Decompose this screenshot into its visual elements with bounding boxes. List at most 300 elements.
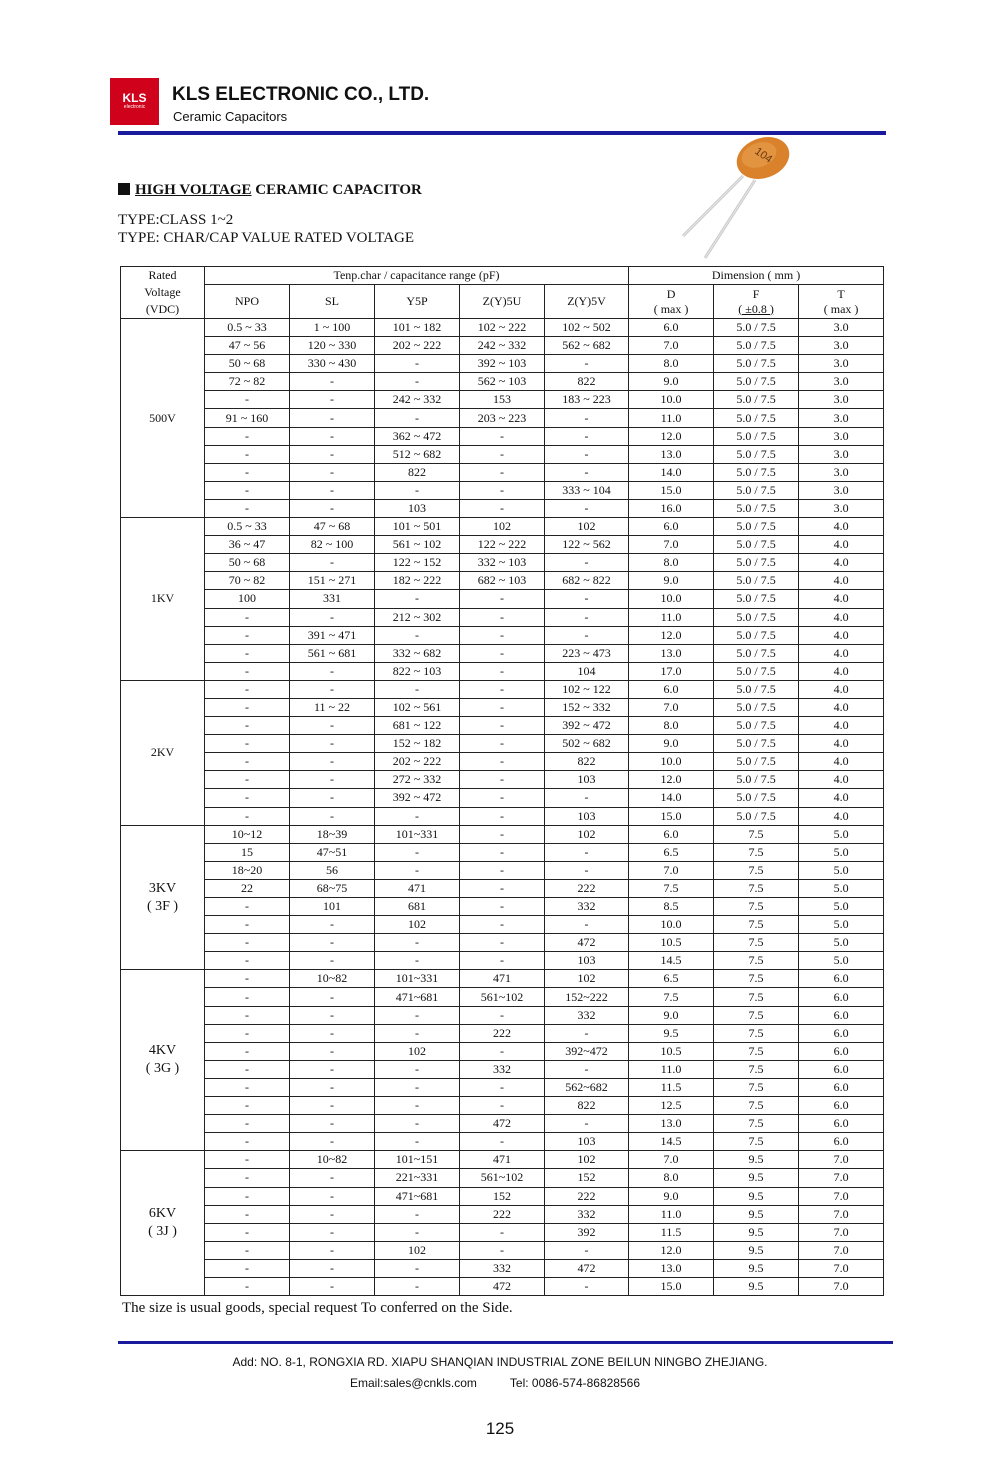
table-cell: - (545, 409, 629, 427)
table-cell: 3.0 (799, 373, 884, 391)
voltage-value: 1KV (150, 591, 175, 606)
table-cell: - (290, 1006, 375, 1024)
table-cell: 3.0 (799, 427, 884, 445)
table-cell: 7.5 (714, 1097, 799, 1115)
table-cell: 6.0 (629, 319, 714, 337)
table-cell: 10~12 (205, 825, 290, 843)
table-cell: 822 ~ 103 (375, 662, 460, 680)
table-cell: - (205, 735, 290, 753)
table-cell: 0.5 ~ 33 (205, 518, 290, 536)
table-row (121, 771, 884, 789)
table-cell: - (290, 409, 375, 427)
table-cell: 11.0 (629, 608, 714, 626)
table-cell: - (460, 717, 545, 735)
table-cell: 332 (545, 898, 629, 916)
table-cell: 4.0 (799, 807, 884, 825)
table-cell: 272 ~ 332 (375, 771, 460, 789)
table-row (121, 1024, 884, 1042)
table-cell: 10.0 (629, 590, 714, 608)
table-cell: 122 ~ 562 (545, 536, 629, 554)
table-cell: 9.0 (629, 735, 714, 753)
capacitor-marking: 104 (752, 145, 775, 166)
table-cell: - (290, 1223, 375, 1241)
table-cell: 7.0 (629, 337, 714, 355)
table-cell: - (290, 1241, 375, 1259)
table-cell: - (290, 952, 375, 970)
table-cell: - (460, 861, 545, 879)
table-row (121, 1006, 884, 1024)
table-cell: 391 ~ 471 (290, 626, 375, 644)
type-line-1: TYPE:CLASS 1~2 (118, 212, 234, 228)
table-cell: - (290, 445, 375, 463)
table-cell: - (375, 1097, 460, 1115)
table-cell: - (290, 499, 375, 517)
table-cell: - (290, 1133, 375, 1151)
table-cell: - (460, 644, 545, 662)
table-cell: 5.0 / 7.5 (714, 626, 799, 644)
table-row (121, 825, 884, 843)
voltage-group-cell (121, 825, 205, 970)
table-cell: 5.0 / 7.5 (714, 499, 799, 517)
table-cell: 5.0 / 7.5 (714, 373, 799, 391)
table-cell: - (205, 626, 290, 644)
table-cell: - (205, 789, 290, 807)
table-cell: 7.5 (714, 1042, 799, 1060)
table-cell: - (205, 644, 290, 662)
table-cell: 330 ~ 430 (290, 355, 375, 373)
table-row (121, 1241, 884, 1259)
table-row (121, 1133, 884, 1151)
table-cell: 9.5 (714, 1223, 799, 1241)
table-row (121, 373, 884, 391)
table-cell: 102 ~ 222 (460, 319, 545, 337)
logo-text: KLS (122, 91, 147, 105)
table-cell: 471 (460, 1151, 545, 1169)
table-cell: 102 ~ 122 (545, 680, 629, 698)
table-cell: 8.0 (629, 554, 714, 572)
table-cell: - (375, 626, 460, 644)
table-row (121, 1277, 884, 1295)
table-cell: - (545, 445, 629, 463)
table-cell: 392 ~ 103 (460, 355, 545, 373)
table-cell: 5.0 / 7.5 (714, 735, 799, 753)
table-cell: 392~472 (545, 1042, 629, 1060)
dimension-header: Dimension ( mm ) (629, 267, 884, 285)
table-cell: 152 (460, 1187, 545, 1205)
table-cell: 12.5 (629, 1097, 714, 1115)
table-cell: - (460, 481, 545, 499)
table-cell: - (460, 590, 545, 608)
table-cell: - (460, 445, 545, 463)
table-cell: 5.0 (799, 898, 884, 916)
table-cell: 9.5 (714, 1187, 799, 1205)
table-cell: 183 ~ 223 (545, 391, 629, 409)
table-cell: - (290, 1259, 375, 1277)
table-cell: 5.0 / 7.5 (714, 427, 799, 445)
table-cell: - (460, 1241, 545, 1259)
table-cell: 5.0 / 7.5 (714, 717, 799, 735)
table-cell: 5.0 / 7.5 (714, 590, 799, 608)
page-number: 125 (485, 1419, 515, 1438)
table-cell: 101~331 (375, 970, 460, 988)
table-cell: 102 (545, 518, 629, 536)
footer-rule (118, 1341, 893, 1344)
footer-contact (350, 1376, 640, 1390)
table-cell: - (375, 1024, 460, 1042)
table-cell: 101~151 (375, 1151, 460, 1169)
table-cell: - (205, 680, 290, 698)
table-cell: 9.5 (714, 1151, 799, 1169)
spec-table (120, 266, 884, 1296)
table-cell: 682 ~ 103 (460, 572, 545, 590)
table-cell: - (290, 1277, 375, 1295)
table-cell: 13.0 (629, 445, 714, 463)
table-cell: 4.0 (799, 771, 884, 789)
voltage-value: 500V (149, 410, 176, 425)
table-cell: - (205, 771, 290, 789)
table-cell: 333 ~ 104 (545, 481, 629, 499)
table-cell: - (205, 662, 290, 680)
col-d (629, 285, 714, 319)
table-cell: 11.0 (629, 1205, 714, 1223)
table-row (121, 916, 884, 934)
table-cell: 10.5 (629, 934, 714, 952)
table-row (121, 499, 884, 517)
table-cell: 153 (460, 391, 545, 409)
table-cell: 222 (460, 1205, 545, 1223)
table-cell: - (460, 807, 545, 825)
table-cell: - (205, 988, 290, 1006)
capacitor-photo (675, 136, 795, 261)
table-cell: - (460, 1078, 545, 1096)
table-cell: 332 ~ 103 (460, 554, 545, 572)
table-cell: 9.5 (714, 1205, 799, 1223)
table-cell: - (290, 1205, 375, 1223)
table-cell: 221~331 (375, 1169, 460, 1187)
table-cell: 7.0 (799, 1277, 884, 1295)
table-cell: 11.0 (629, 409, 714, 427)
table-cell: 10.0 (629, 753, 714, 771)
table-row (121, 1151, 884, 1169)
table-cell: - (460, 789, 545, 807)
table-cell: 3.0 (799, 355, 884, 373)
table-cell: 102 (545, 825, 629, 843)
table-cell: 242 ~ 332 (460, 337, 545, 355)
company-logo (110, 78, 159, 125)
type-line-2: TYPE: CHAR/CAP VALUE RATED VOLTAGE (118, 230, 415, 246)
table-cell: - (375, 861, 460, 879)
table-cell: 103 (545, 952, 629, 970)
voltage-value: 6KV (148, 1206, 177, 1222)
table-cell: 5.0 / 7.5 (714, 536, 799, 554)
table-cell: 6.0 (799, 1115, 884, 1133)
table-cell: 5.0 / 7.5 (714, 337, 799, 355)
voltage-group-cell (121, 970, 205, 1151)
table-cell: 471~681 (375, 1187, 460, 1205)
table-cell: 182 ~ 222 (375, 572, 460, 590)
f-sub: ( ±0.8 ) (738, 301, 774, 316)
table-cell: 5.0 / 7.5 (714, 409, 799, 427)
table-note: The size is usual goods, special request To conferred on the Side. (122, 1300, 513, 1316)
table-cell: - (205, 1060, 290, 1078)
table-cell: 202 ~ 222 (375, 337, 460, 355)
table-cell: - (545, 1060, 629, 1078)
table-cell: 223 ~ 473 (545, 644, 629, 662)
table-cell: 100 (205, 590, 290, 608)
table-cell: 7.5 (714, 1024, 799, 1042)
table-cell: 5.0 (799, 861, 884, 879)
table-cell: - (545, 843, 629, 861)
table-cell: - (545, 789, 629, 807)
table-cell: 102 (460, 518, 545, 536)
table-cell: 5.0 / 7.5 (714, 662, 799, 680)
table-cell: 122 ~ 152 (375, 554, 460, 572)
table-cell: 5.0 (799, 879, 884, 897)
table-cell: 122 ~ 222 (460, 536, 545, 554)
table-row (121, 1169, 884, 1187)
table-cell: 392 ~ 472 (375, 789, 460, 807)
table-cell: 7.5 (714, 861, 799, 879)
table-cell: 9.5 (714, 1241, 799, 1259)
d-sub: ( max ) (653, 301, 689, 316)
table-cell: 7.5 (714, 1078, 799, 1096)
table-row (121, 680, 884, 698)
table-cell: - (290, 481, 375, 499)
table-cell: 5.0 (799, 843, 884, 861)
table-cell: 7.0 (799, 1169, 884, 1187)
table-row (121, 518, 884, 536)
t-sub: ( max ) (823, 301, 859, 316)
table-cell: - (545, 355, 629, 373)
table-cell: - (460, 608, 545, 626)
table-row (121, 463, 884, 481)
table-cell: 152~222 (545, 988, 629, 1006)
table-cell: 222 (545, 1187, 629, 1205)
table-cell: 9.5 (714, 1169, 799, 1187)
table-row (121, 1060, 884, 1078)
table-cell: - (460, 1006, 545, 1024)
voltage-group-cell (121, 1151, 205, 1296)
table-cell: - (290, 916, 375, 934)
table-cell: 7.5 (714, 898, 799, 916)
table-cell: 103 (545, 807, 629, 825)
table-cell: - (290, 554, 375, 572)
table-cell: 3.0 (799, 481, 884, 499)
table-cell: - (290, 1097, 375, 1115)
table-cell: 91 ~ 160 (205, 409, 290, 427)
table-cell: 212 ~ 302 (375, 608, 460, 626)
table-cell: - (460, 934, 545, 952)
table-cell: 72 ~ 82 (205, 373, 290, 391)
table-cell: - (460, 771, 545, 789)
table-cell: 10~82 (290, 970, 375, 988)
table-cell: 5.0 (799, 916, 884, 934)
table-cell: 7.0 (629, 698, 714, 716)
table-row (121, 391, 884, 409)
table-row (121, 662, 884, 680)
table-cell: - (375, 1078, 460, 1096)
table-cell: 471 (460, 970, 545, 988)
table-cell: 4.0 (799, 608, 884, 626)
table-cell: 12.0 (629, 427, 714, 445)
table-cell: 7.5 (714, 1115, 799, 1133)
table-cell: 7.5 (714, 988, 799, 1006)
table-row (121, 717, 884, 735)
table-cell: - (290, 680, 375, 698)
table-cell: - (375, 1205, 460, 1223)
table-cell: 101 ~ 501 (375, 518, 460, 536)
table-cell: - (290, 988, 375, 1006)
table-cell: - (460, 427, 545, 445)
table-cell: 3.0 (799, 337, 884, 355)
table-cell: 4.0 (799, 590, 884, 608)
table-cell: 9.0 (629, 1187, 714, 1205)
table-cell: 242 ~ 332 (375, 391, 460, 409)
table-cell: 5.0 (799, 934, 884, 952)
voltage-code: ( 3G ) (145, 1061, 180, 1077)
table-cell: 6.0 (799, 970, 884, 988)
table-cell: - (545, 554, 629, 572)
table-cell: - (460, 1223, 545, 1241)
table-cell: 7.0 (799, 1223, 884, 1241)
table-cell: 7.5 (714, 825, 799, 843)
table-cell: - (460, 898, 545, 916)
table-cell: 202 ~ 222 (375, 753, 460, 771)
table-cell: 7.0 (629, 536, 714, 554)
table-cell: - (375, 1223, 460, 1241)
table-cell: - (290, 717, 375, 735)
table-cell: - (545, 1241, 629, 1259)
table-cell: 4.0 (799, 717, 884, 735)
table-row (121, 861, 884, 879)
voltage-group-cell (121, 680, 205, 825)
table-cell: - (545, 608, 629, 626)
table-cell: 1 ~ 100 (290, 319, 375, 337)
company-name: KLS ELECTRONIC CO., LTD. (172, 84, 430, 105)
table-cell: 152 ~ 332 (545, 698, 629, 716)
table-cell: - (205, 481, 290, 499)
table-cell: 5.0 (799, 952, 884, 970)
table-cell: - (290, 608, 375, 626)
table-cell: 70 ~ 82 (205, 572, 290, 590)
table-cell: 5.0 / 7.5 (714, 680, 799, 698)
table-cell: - (545, 427, 629, 445)
table-row (121, 898, 884, 916)
table-cell: 7.5 (714, 916, 799, 934)
table-cell: - (545, 861, 629, 879)
table-cell: 6.0 (629, 680, 714, 698)
table-cell: 102 (375, 916, 460, 934)
section-heading (118, 182, 422, 199)
table-cell: 104 (545, 662, 629, 680)
table-row (121, 1097, 884, 1115)
table-cell: - (375, 807, 460, 825)
col-zy5u: Z(Y)5U (460, 285, 545, 319)
table-cell: 12.0 (629, 626, 714, 644)
table-cell: 5.0 / 7.5 (714, 771, 799, 789)
table-cell: 8.0 (629, 1169, 714, 1187)
table-cell: - (290, 1060, 375, 1078)
table-cell: 9.0 (629, 572, 714, 590)
table-cell: - (205, 427, 290, 445)
col-npo: NPO (205, 285, 290, 319)
footer-address: Add: NO. 8-1, RONGXIA RD. XIAPU SHANQIAN INDUSTRIAL ZONE BEILUN NINGBO ZHEJIANG. (232, 1355, 768, 1369)
table-cell: 4.0 (799, 518, 884, 536)
table-cell: 3.0 (799, 319, 884, 337)
table-cell: - (375, 1060, 460, 1078)
table-row (121, 879, 884, 897)
table-cell: 9.0 (629, 373, 714, 391)
table-cell: 10.0 (629, 916, 714, 934)
table-cell: - (290, 934, 375, 952)
table-cell: - (290, 1115, 375, 1133)
table-row (121, 554, 884, 572)
table-cell: 101~331 (375, 825, 460, 843)
table-cell: - (290, 1187, 375, 1205)
table-cell: 471~681 (375, 988, 460, 1006)
table-cell: 822 (545, 753, 629, 771)
table-row (121, 1078, 884, 1096)
table-cell: 12.0 (629, 771, 714, 789)
table-cell: 203 ~ 223 (460, 409, 545, 427)
table-cell: - (460, 879, 545, 897)
table-cell: 11 ~ 22 (290, 698, 375, 716)
table-cell: 332 (545, 1205, 629, 1223)
table-cell: - (545, 1115, 629, 1133)
table-row (121, 608, 884, 626)
table-cell: - (375, 481, 460, 499)
table-cell: 13.0 (629, 1115, 714, 1133)
table-cell: 7.0 (629, 861, 714, 879)
voltage-code: ( 3F ) (146, 898, 179, 914)
table-cell: 7.0 (799, 1151, 884, 1169)
table-cell: 18~39 (290, 825, 375, 843)
table-cell: 6.0 (799, 1024, 884, 1042)
table-cell: 681 ~ 122 (375, 717, 460, 735)
table-cell: 15.0 (629, 1277, 714, 1295)
table-cell: 822 (545, 1097, 629, 1115)
table-cell: 6.0 (799, 1078, 884, 1096)
table-cell: 6.0 (629, 825, 714, 843)
table-cell: 10~82 (290, 1151, 375, 1169)
table-cell: 7.5 (714, 1006, 799, 1024)
table-cell: 3.0 (799, 409, 884, 427)
table-cell: 101 (290, 898, 375, 916)
table-cell: 68~75 (290, 879, 375, 897)
table-cell: 5.0 / 7.5 (714, 608, 799, 626)
table-row (121, 1223, 884, 1241)
table-cell: 561~102 (460, 1169, 545, 1187)
table-cell: 9.5 (714, 1277, 799, 1295)
temp-char-header: Tenp.char / capacitance range (pF) (205, 267, 629, 285)
logo-subtext: electronic (123, 104, 146, 110)
table-cell: 10.0 (629, 391, 714, 409)
table-cell: - (205, 916, 290, 934)
d-label: D (666, 286, 676, 301)
table-cell: 7.0 (629, 1151, 714, 1169)
table-cell: 7.5 (714, 1133, 799, 1151)
table-cell: - (375, 409, 460, 427)
table-cell: 5.0 / 7.5 (714, 572, 799, 590)
table-row (121, 970, 884, 988)
table-cell: - (375, 952, 460, 970)
table-cell: - (460, 916, 545, 934)
table-cell: - (290, 753, 375, 771)
table-cell: 4.0 (799, 662, 884, 680)
table-cell: - (205, 970, 290, 988)
table-cell: 332 (460, 1259, 545, 1277)
table-cell: 6.0 (799, 988, 884, 1006)
